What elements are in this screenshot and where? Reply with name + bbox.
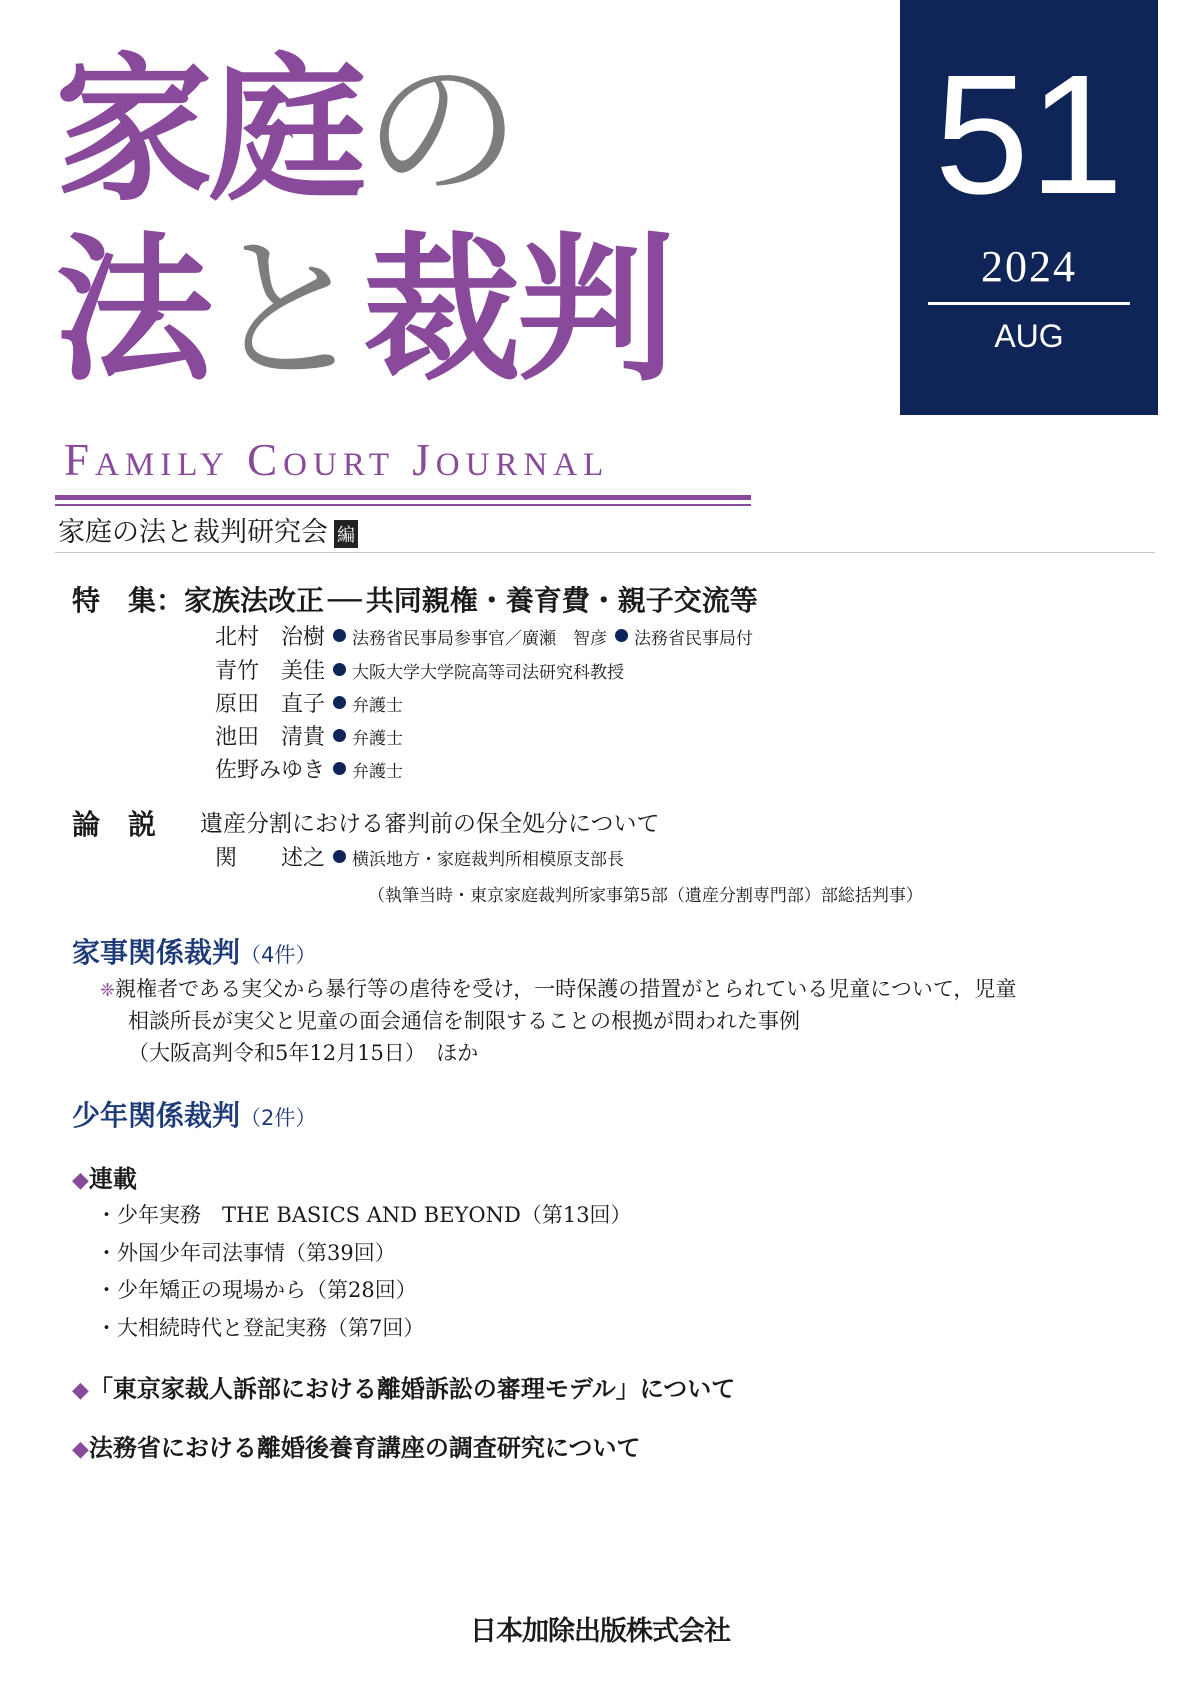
issue-divider xyxy=(928,302,1130,305)
feature-author-2 xyxy=(215,661,624,683)
feature-title: 家族法改正 xyxy=(184,584,325,617)
title-particle-to: と xyxy=(209,219,363,403)
feature-label: 特 集： xyxy=(72,584,185,617)
editor-name: 家庭の法と裁判研究会 xyxy=(58,517,328,548)
shonen-count: （2件） xyxy=(240,1106,317,1130)
special-article-title: 法務省における離婚後養育講座の調査研究について xyxy=(88,1434,641,1462)
rensai-label: 連載 xyxy=(88,1165,137,1193)
bullet-dot-icon xyxy=(333,729,346,742)
english-title-initial-c: C xyxy=(247,435,284,485)
kaji-case-line-3: （大阪高判令和5年12月15日） ほか xyxy=(128,1041,479,1065)
editor-line xyxy=(58,510,358,549)
special-article-title: 「東京家裁人訴部における離婚訴訟の審理モデル」について xyxy=(88,1375,736,1403)
bullet-dot-icon xyxy=(615,629,628,642)
english-title-rest-journal: OURNAL xyxy=(435,447,610,483)
author-affiliation-2: 法務省民事局付 xyxy=(634,629,754,649)
rensai-heading xyxy=(72,1167,137,1192)
issue-month: AUG xyxy=(994,318,1064,354)
english-title xyxy=(64,435,610,485)
title-kanji-saiban: 裁判 xyxy=(363,219,671,403)
english-title-initial-j: J xyxy=(412,435,436,485)
ronsetsu-label: 論 説 xyxy=(72,808,157,841)
kaji-heading xyxy=(72,936,317,969)
title-kanji-ho: 法 xyxy=(55,219,209,403)
title-line-2 xyxy=(55,219,671,403)
shonen-heading xyxy=(72,1099,317,1132)
feature-author-4 xyxy=(215,727,403,749)
title-kanji-katei: 家庭 xyxy=(55,39,363,223)
bullet-dot-icon xyxy=(333,850,346,863)
kaji-case-line-2: 相談所長が実父と児童の面会通信を制限することの根拠が問われた事例 xyxy=(128,1009,800,1033)
feature-heading xyxy=(72,584,758,617)
issue-year: 2024 xyxy=(981,242,1077,291)
asterisk-ornament-icon: ❈ xyxy=(100,980,116,1001)
title-rule-thick xyxy=(55,495,751,500)
rensai-item: ・少年矯正の現場から（第28回） xyxy=(96,1278,417,1302)
bullet-dot-icon xyxy=(333,629,346,642)
kaji-label: 家事関係裁判 xyxy=(72,936,241,969)
author-affiliation: 法務省民事局参事官／廣瀬 智彦 xyxy=(352,629,608,649)
special-article-2 xyxy=(72,1436,640,1461)
kaji-case-text-1: 親権者である実父から暴行等の虐待を受け，一時保護の措置がとられている児童について，児童 xyxy=(115,977,1017,1001)
diamond-icon: ◆ xyxy=(72,1378,89,1403)
author-name: 北村 治樹 xyxy=(215,625,326,650)
diamond-icon: ◆ xyxy=(72,1437,89,1462)
author-affiliation: 弁護士 xyxy=(352,729,404,749)
title-line-1 xyxy=(55,39,517,223)
author-affiliation: 大阪大学大学院高等司法研究科教授 xyxy=(352,663,625,683)
english-title-initial-f: F xyxy=(64,435,96,485)
author-affiliation: 弁護士 xyxy=(352,696,404,716)
english-title-rest-family: AMILY xyxy=(95,447,230,483)
author-affiliation: 横浜地方・家庭裁判所相模原支部長 xyxy=(352,850,625,870)
issue-number: 51 xyxy=(934,40,1124,230)
feature-author-1 xyxy=(215,627,753,649)
feature-author-3 xyxy=(215,694,403,716)
editor-mark: 編 xyxy=(334,520,358,548)
feature-author-5 xyxy=(215,760,403,782)
author-name: 青竹 美佳 xyxy=(215,659,326,684)
author-name: 池田 清貴 xyxy=(215,725,326,750)
feature-dash: ── xyxy=(328,584,362,617)
bullet-dot-icon xyxy=(333,663,346,676)
bullet-dot-icon xyxy=(333,696,346,709)
author-affiliation: 弁護士 xyxy=(352,762,404,782)
rensai-item: ・少年実務 THE BASICS AND BEYOND（第13回） xyxy=(96,1203,632,1227)
english-title-rest-court: OURT xyxy=(283,447,396,483)
kaji-count: （4件） xyxy=(240,943,317,967)
publisher-name: 日本加除出版株式会社 xyxy=(470,1616,730,1647)
issue-badge xyxy=(900,0,1158,415)
title-rule-thin xyxy=(55,504,751,506)
kaji-case-line-1 xyxy=(100,979,1016,1000)
editor-underline xyxy=(55,552,1155,553)
special-article-1 xyxy=(72,1377,735,1402)
author-name: 関 述之 xyxy=(215,846,326,871)
diamond-icon: ◆ xyxy=(72,1168,89,1193)
title-particle-no: の xyxy=(363,39,517,223)
shonen-label: 少年関係裁判 xyxy=(72,1099,241,1132)
rensai-item: ・大相続時代と登記実務（第7回） xyxy=(96,1316,425,1340)
ronsetsu-author xyxy=(215,848,624,870)
feature-subtitle: 共同親権・養育費・親子交流等 xyxy=(365,584,758,617)
author-name: 佐野みゆき xyxy=(215,758,326,783)
author-name: 原田 直子 xyxy=(215,692,326,717)
ronsetsu-title: 遺産分割における審判前の保全処分について xyxy=(200,811,660,837)
bullet-dot-icon xyxy=(333,762,346,775)
ronsetsu-affiliation-note: （執筆当時・東京家庭裁判所家事第5部（遺産分割専門部）部総括判事） xyxy=(368,886,923,906)
rensai-item: ・外国少年司法事情（第39回） xyxy=(96,1241,396,1265)
